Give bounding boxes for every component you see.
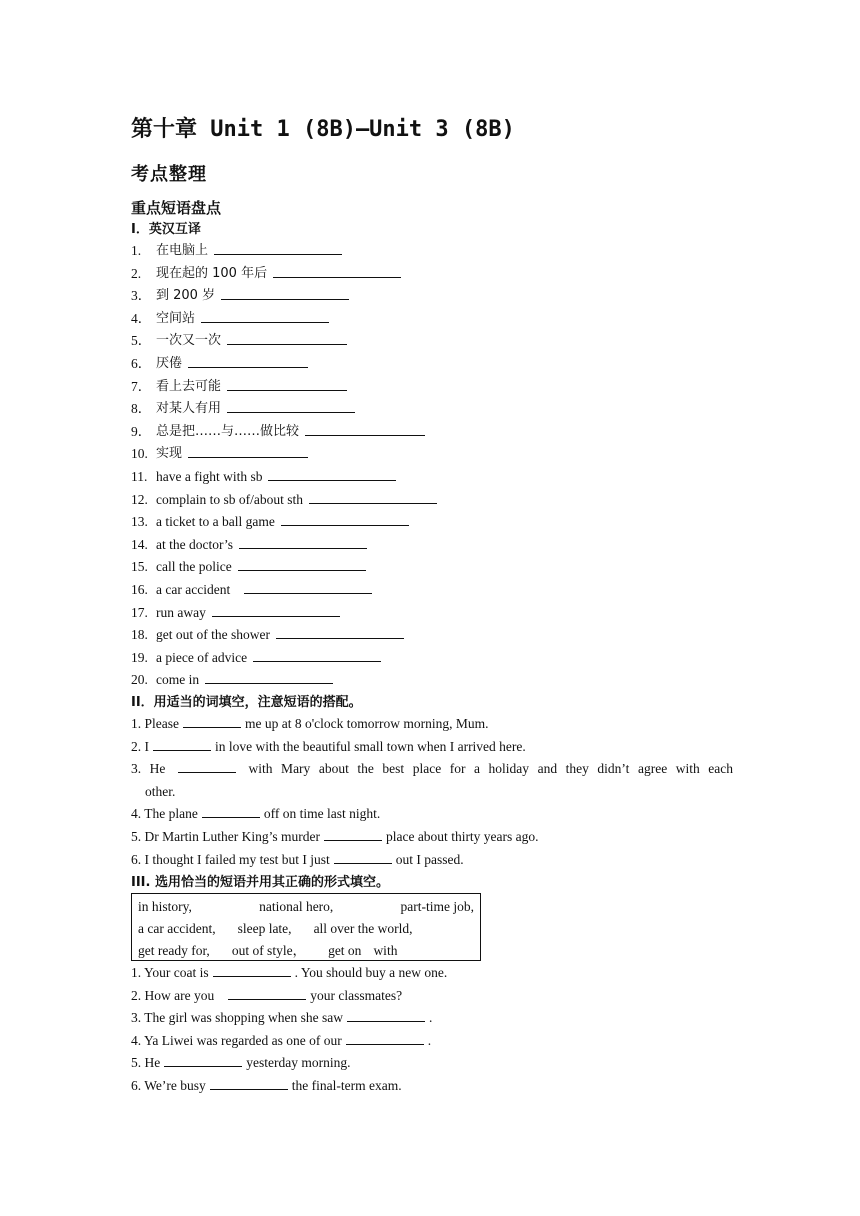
list-item: 10. 实现: [131, 443, 437, 466]
answer-blank: [228, 985, 306, 1000]
list-item: 20. come in: [131, 669, 437, 692]
part1-list: [131, 240, 437, 692]
answer-blank: [347, 1007, 425, 1022]
answer-blank: [227, 330, 347, 345]
list-item: 3． 到 200 岁: [131, 285, 437, 308]
list-item: 17. run away: [131, 602, 437, 625]
list-item: 2. How are you your classmates?: [131, 985, 733, 1008]
phrase-box: [131, 893, 481, 961]
list-item: 1. 在电脑上: [131, 240, 437, 263]
list-item: 15. call the police: [131, 556, 437, 579]
answer-blank: [183, 713, 241, 728]
list-item: 18. get out of the shower: [131, 624, 437, 647]
section-heading: 考点整理: [131, 164, 207, 185]
part3-heading: III. 选用恰当的短语并用其正确的形式填空。: [131, 875, 389, 890]
answer-blank: [164, 1052, 242, 1067]
list-item: 14. at the doctor’s: [131, 534, 437, 557]
list-item: 4. Ya Liwei was regarded as one of our .: [131, 1030, 733, 1053]
answer-blank: [281, 511, 409, 526]
answer-blank: [188, 353, 308, 368]
list-item: 6． 厌倦: [131, 353, 437, 376]
phrase-row: get ready for, out of style， get on with: [138, 943, 398, 958]
list-item: 6. I thought I failed my test but I just out I passed.: [131, 849, 733, 872]
list-item: 12. complain to sb of/about sth: [131, 489, 437, 512]
answer-blank: [334, 849, 392, 864]
list-item: 16. a car accident: [131, 579, 437, 602]
list-item: 8． 对某人有用: [131, 398, 437, 421]
list-item: 3. The girl was shopping when she saw .: [131, 1007, 733, 1030]
answer-blank: [268, 466, 396, 481]
answer-blank: [253, 647, 381, 662]
answer-blank: [305, 421, 425, 436]
answer-blank: [227, 398, 355, 413]
subsection-heading: 重点短语盘点: [131, 199, 222, 217]
list-item: 3. He with Mary about the best place for a holiday and they didn’t agree with each: [131, 758, 733, 781]
answer-blank: [244, 579, 372, 594]
phrase-row: in history, national hero, part-time job,: [138, 899, 474, 914]
part1-heading: I．英汉互译: [131, 222, 201, 237]
answer-blank: [273, 263, 401, 278]
answer-blank: [214, 240, 342, 255]
list-item: 2. 现在起的 100 年后: [131, 263, 437, 286]
part2-heading: II．用适当的词填空，注意短语的搭配。: [131, 695, 362, 710]
answer-blank: [212, 602, 340, 617]
list-item: 4. The plane off on time last night.: [131, 803, 733, 826]
answer-blank: [276, 624, 404, 639]
list-item: 5. He yesterday morning.: [131, 1052, 733, 1075]
list-item: 5. Dr Martin Luther King’s murder place about thirty years ago.: [131, 826, 733, 849]
answer-blank: [227, 376, 347, 391]
answer-blank: [202, 803, 260, 818]
answer-blank: [210, 1075, 288, 1090]
answer-blank: [239, 534, 367, 549]
answer-blank: [178, 758, 236, 773]
list-item: 7． 看上去可能: [131, 376, 437, 399]
list-item: 4． 空间站: [131, 308, 437, 331]
page-title: 第十章 Unit 1 (8B)—Unit 3 (8B): [131, 117, 515, 142]
answer-blank: [346, 1030, 424, 1045]
answer-blank: [221, 285, 349, 300]
list-item: 13. a ticket to a ball game: [131, 511, 437, 534]
answer-blank: [188, 443, 308, 458]
part2-list: [131, 713, 733, 871]
answer-blank: [201, 308, 329, 323]
answer-blank: [238, 556, 366, 571]
list-item: 1. Please me up at 8 o'clock tomorrow morning, Mum.: [131, 713, 733, 736]
answer-blank: [324, 826, 382, 841]
list-item: 2. I in love with the beautiful small town when I arrived here.: [131, 736, 733, 759]
part3-list: [131, 962, 733, 1098]
answer-blank: [309, 489, 437, 504]
list-item: 5． 一次又一次: [131, 330, 437, 353]
list-item-continuation: other.: [145, 783, 176, 799]
list-item: 19. a piece of advice: [131, 647, 437, 670]
phrase-row: a car accident, sleep late, all over the world,: [138, 921, 413, 936]
answer-blank: [153, 736, 211, 751]
list-item: 9． 总是把……与……做比较: [131, 421, 437, 444]
list-item: 1. Your coat is . You should buy a new one.: [131, 962, 733, 985]
list-item: 6. We’re busy the final-term exam.: [131, 1075, 733, 1098]
answer-blank: [205, 669, 333, 684]
list-item: 11. have a fight with sb: [131, 466, 437, 489]
answer-blank: [213, 962, 291, 977]
